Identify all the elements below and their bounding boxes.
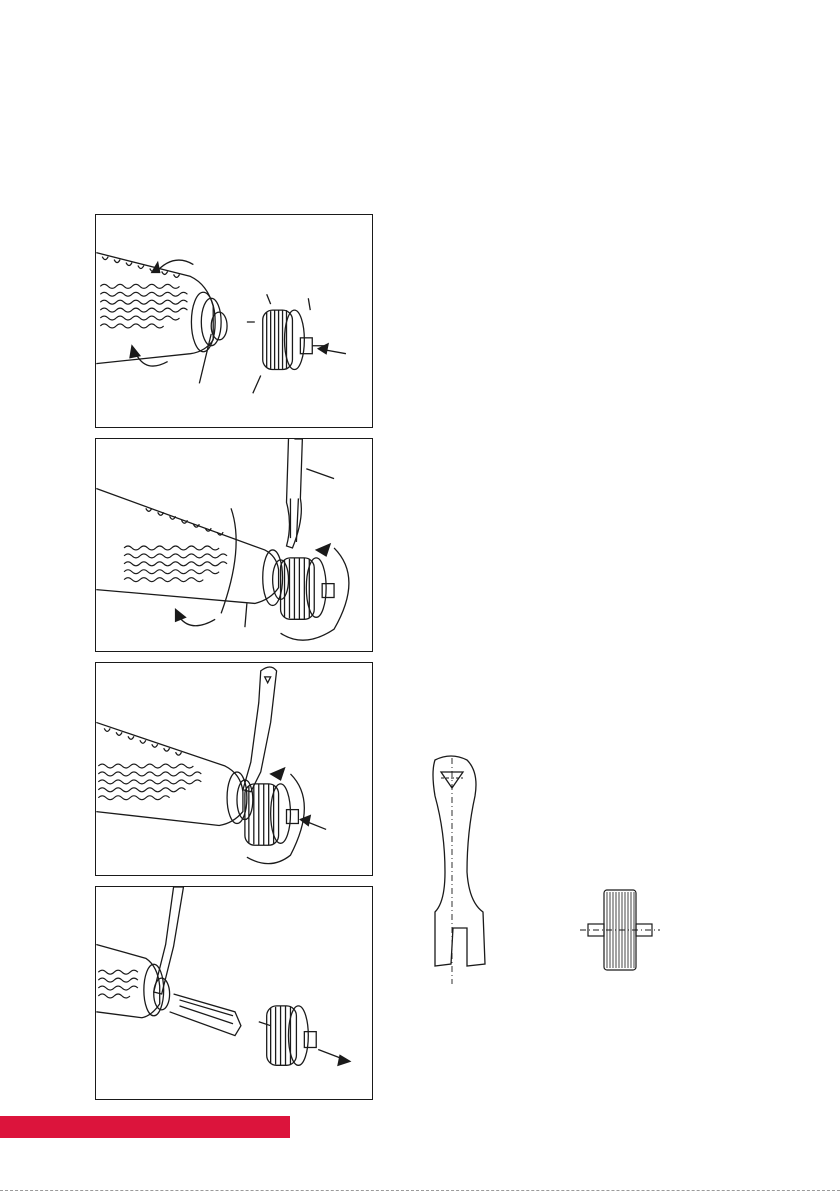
rotate-arrow-top <box>156 260 194 272</box>
step-1-illustration <box>96 215 372 427</box>
rotate-arrow-handpiece <box>221 508 236 613</box>
step-2-illustration <box>96 439 372 651</box>
knurled-wheel <box>281 558 334 619</box>
knurled-wheel-detail <box>572 886 667 974</box>
figure-step-4 <box>95 886 373 1100</box>
knurled-wheel <box>259 1006 316 1065</box>
rotate-arrow-bottom <box>136 354 168 366</box>
grip-pattern <box>98 764 201 800</box>
grip-pattern <box>124 546 227 582</box>
fork-wrench <box>287 439 303 548</box>
fork-wrench-drawing <box>405 752 500 988</box>
figure-step-1 <box>95 214 373 428</box>
step-4-illustration <box>96 887 372 1099</box>
grip-pattern <box>98 970 138 998</box>
knurled-wheel-drawing <box>572 886 667 974</box>
figure-step-2 <box>95 438 373 652</box>
fork-wrench-detail <box>405 752 500 988</box>
accent-bar <box>0 1116 290 1138</box>
figure-step-3 <box>95 662 373 876</box>
handpiece-grip <box>96 489 278 604</box>
knurled-wheel <box>247 310 326 369</box>
grip-pattern <box>100 284 187 328</box>
page-edge-rule <box>0 1190 840 1191</box>
step-3-illustration <box>96 663 372 875</box>
